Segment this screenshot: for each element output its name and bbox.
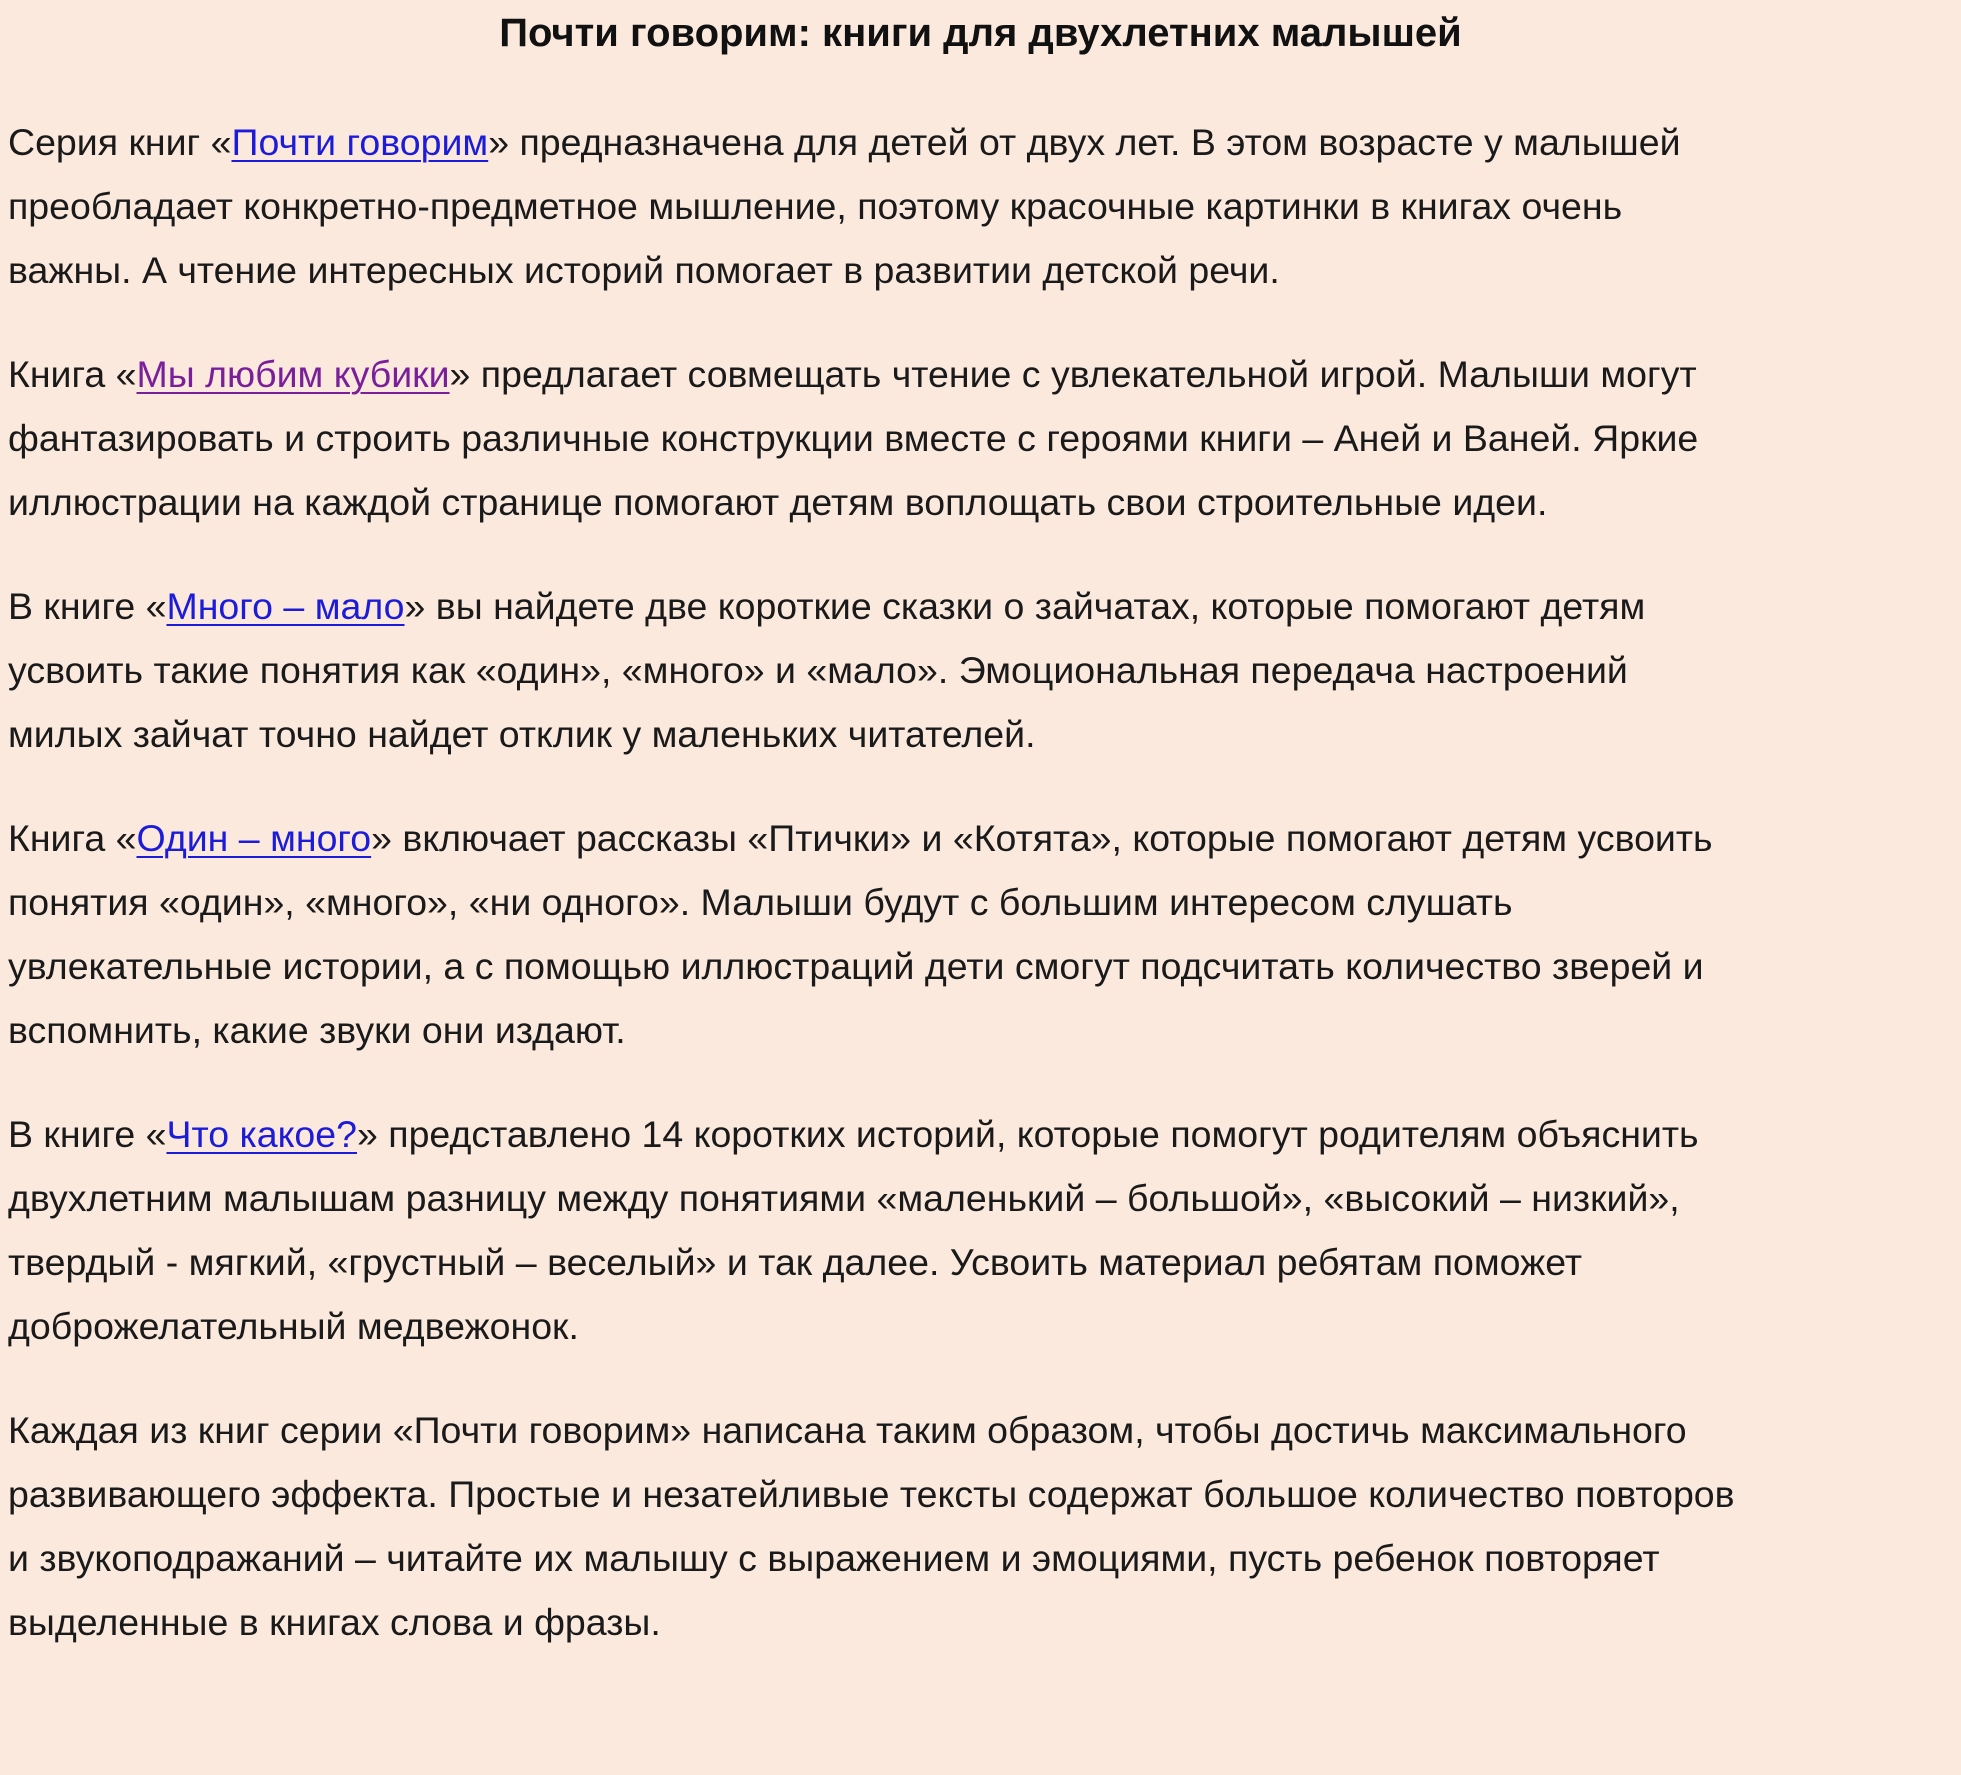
paragraph-text: » представлено 14 коротких историй, которые помогут родителям объяснить	[357, 1113, 1699, 1155]
paragraph-text: иллюстрации на каждой странице помогают детям воплощать свои строительные идеи.	[8, 481, 1548, 523]
paragraph-text: твердый - мягкий, «грустный – веселый» и так далее. Усвоить материал ребятам поможет	[8, 1241, 1582, 1283]
paragraph-my-lyubim-kubiki	[8, 342, 1953, 534]
paragraph-text: развивающего эффекта. Простые и незатейливые тексты содержат большое количество повторов	[8, 1473, 1735, 1515]
page-title: Почти говорим: книги для двухлетних малышей	[499, 11, 1462, 55]
paragraph-text: фантазировать и строить различные конструкции вместе с героями книги – Аней и Ваней. Яркие	[8, 417, 1699, 459]
paragraph-text: » предлагает совмещать чтение с увлекательной игрой. Малыши могут	[449, 353, 1697, 395]
paragraph-chto-kakoe	[8, 1102, 1953, 1358]
paragraph-text: » включает рассказы «Птички» и «Котята», которые помогают детям усвоить	[371, 817, 1713, 859]
paragraph-odin-mnogo	[8, 806, 1953, 1062]
paragraph-text: » вы найдете две короткие сказки о зайчатах, которые помогают детям	[404, 585, 1646, 627]
paragraph-text: понятия «один», «много», «ни одного». Малыши будут с большим интересом слушать	[8, 881, 1513, 923]
paragraph-mnogo-malo	[8, 574, 1953, 766]
paragraph-conclusion	[8, 1398, 1953, 1654]
paragraph-text: преобладает конкретно-предметное мышление, поэтому красочные картинки в книгах очень	[8, 185, 1623, 227]
paragraph-text: двухлетним малышам разницу между понятиями «маленький – большой», «высокий – низкий»,	[8, 1177, 1680, 1219]
paragraph-text: В книге «	[8, 585, 167, 627]
paragraph-text: милых зайчат точно найдет отклик у маленьких читателей.	[8, 713, 1036, 755]
link-odin-mnogo[interactable]: Один – много	[136, 817, 372, 859]
paragraph-text: и звукоподражаний – читайте их малышу с выражением и эмоциями, пусть ребенок повторяет	[8, 1537, 1660, 1579]
paragraph-text: усвоить такие понятия как «один», «много» и «мало». Эмоциональная передача настроений	[8, 649, 1628, 691]
paragraph-text: Книга «	[8, 353, 137, 395]
paragraph-text: Книга «	[8, 817, 137, 859]
paragraph-text: вспомнить, какие звуки они издают.	[8, 1009, 626, 1051]
link-mnogo-malo[interactable]: Много – мало	[166, 585, 405, 627]
paragraph-text: увлекательные истории, а с помощью иллюстраций дети смогут подсчитать количество зверей и	[8, 945, 1704, 987]
link-pochti-govorim[interactable]: Почти говорим	[231, 121, 489, 163]
link-chto-kakoe[interactable]: Что какое?	[166, 1113, 357, 1155]
paragraph-text: выделенные в книгах слова и фразы.	[8, 1601, 661, 1643]
paragraph-series-intro	[8, 110, 1953, 302]
paragraph-text: » предназначена для детей от двух лет. В этом возрасте у малышей	[488, 121, 1681, 163]
paragraph-text: Каждая из книг серии «Почти говорим» написана таким образом, чтобы достичь максимального	[8, 1409, 1687, 1451]
paragraph-text: доброжелательный медвежонок.	[8, 1305, 579, 1347]
paragraph-text: важны. А чтение интересных историй помогает в развитии детской речи.	[8, 249, 1280, 291]
link-my-lyubim-kubiki[interactable]: Мы любим кубики	[136, 353, 450, 395]
paragraph-text: Серия книг «	[8, 121, 232, 163]
paragraph-text: В книге «	[8, 1113, 167, 1155]
